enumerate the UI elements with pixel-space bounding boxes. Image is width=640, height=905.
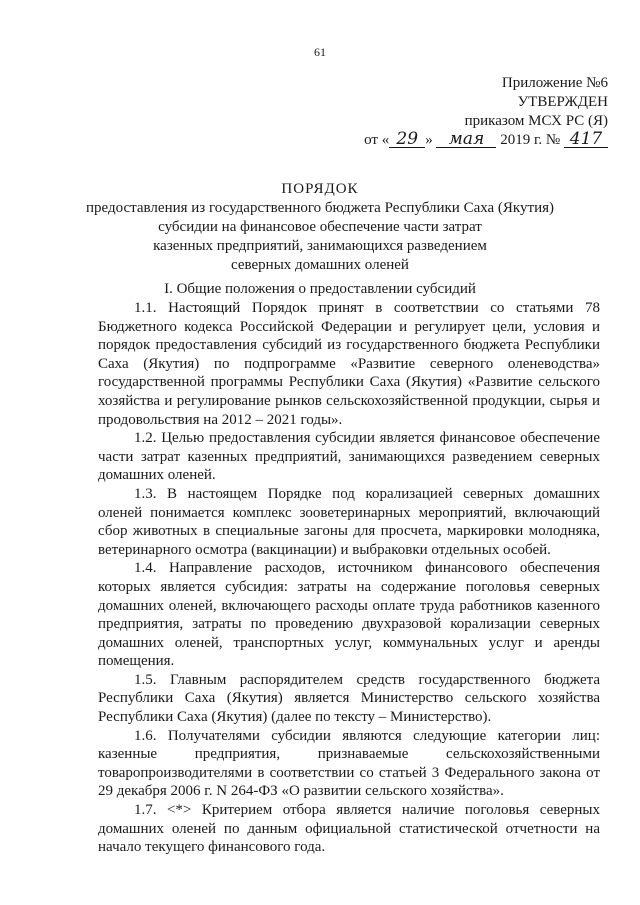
paragraph-1-3: 1.3. В настоящем Порядке под корализацией северных домашних оленей понимается комплекс зооветеринарных мероприятий, включающий сбор животных в специальные загоны для просчета, маркировки молодняка, ветеринарного осмотра (вакцинации) и выбраковки отдельных особей.	[98, 485, 600, 558]
order-label: приказом МСХ РС (Я)	[464, 113, 608, 129]
paragraph-1-5: 1.5. Главным распорядителем средств государственного бюджета Республики Саха (Якутия) является Министерство сельского хозяйства Республики Саха (Якутия) (далее по тексту – Министерство).	[98, 671, 600, 726]
quote-close: »	[425, 132, 433, 148]
order-date-line	[308, 131, 608, 150]
paragraph-1-7: 1.7. <*> Критерием отбора является наличие поголовья северных домашних оленей по данным официальной статистической отчетности на начало текущего финансового года.	[98, 802, 600, 856]
section-heading: I. Общие положения о предоставлении субсидий	[164, 281, 476, 297]
title-line-4: северных домашних оленей	[231, 257, 409, 273]
handwritten-order-number: 417	[564, 131, 608, 148]
date-prefix: от «	[364, 132, 390, 148]
year-text: 2019 г. №	[500, 132, 561, 148]
approved-label: УТВЕРЖДЕН	[517, 94, 608, 110]
title-line-3: казенных предприятий, занимающихся разведением	[153, 238, 487, 254]
page-number: 61	[314, 45, 326, 59]
paragraph-1-4: 1.4. Направление расходов, источником финансового обеспечения которых является субсидия: затраты на содержание поголовья северных домашних оленей, включающего расходы оплате труда работников казенного предприятия, затраты по проведению двухразовой корализации северных домашних оленей, транспортных услуг, коммунальных услуг и аренды помещения.	[98, 560, 600, 670]
handwritten-day: 29	[389, 131, 425, 148]
paragraph-1-2: 1.2. Целью предоставления субсидии является финансовое обеспечение части затрат казенных предприятий, занимающихся разведением северных домашних оленей.	[98, 430, 600, 484]
title-line-2: субсидии на финансовое обеспечение части затрат	[158, 219, 482, 235]
title-line-1: предоставления из государственного бюджета Республики Саха (Якутия)	[86, 200, 554, 216]
paragraph-1-6: 1.6. Получателями субсидии являются следующие категории лиц: казенные предприятия, признаваемые сельскохозяйственными товаропроизводителями в соответствии со статьей 3 Федерального закона от 29 декабря 2006 г. N 264-ФЗ «О развитии сельского хозяйства».	[98, 727, 600, 800]
document-title	[60, 180, 580, 275]
document-body	[98, 299, 600, 857]
handwritten-month: мая	[436, 131, 496, 148]
approval-block	[308, 74, 608, 150]
title-main: ПОРЯДОК	[281, 181, 359, 197]
paragraph-1-1: 1.1. Настоящий Порядок принят в соответствии со статьями 78 Бюджетного кодекса Российской Федерации и регулирует цели, условия и порядок предоставления субсидий из государственного бюджета Республики Саха (Якутия) по подпрограмме «Развитие северного оленеводства» государственной программы Республики Саха (Якутия) «Развитие сельского хозяйства и регулирование рынков сельскохозяйственной продукции, сырья и продовольствия на 2012 – 2021 годы».	[98, 300, 600, 428]
annex-label: Приложение №6	[501, 75, 608, 91]
